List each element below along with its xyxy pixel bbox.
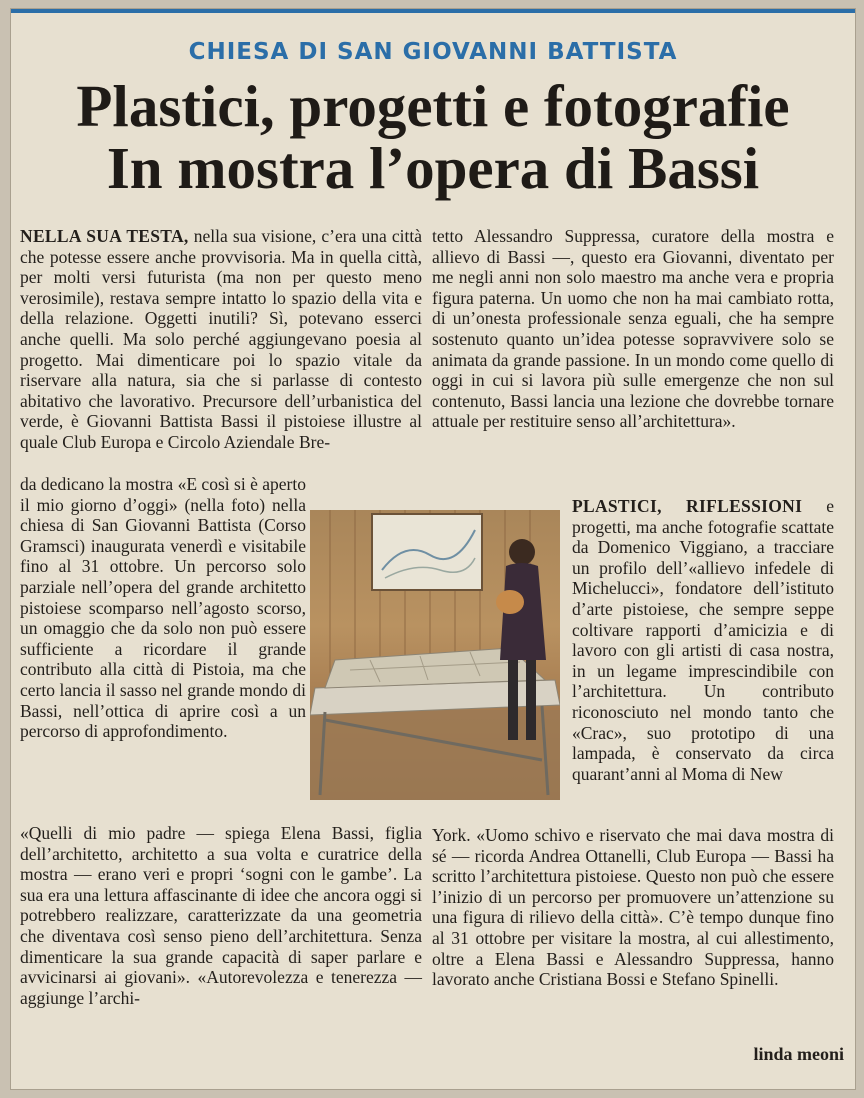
body-text: e progetti, ma anche fotografie scattate da Domenico Viggiano, a tracciare un profilo dell’«allievo infedele di Michelucci», fondatore dell’istituto d’arte pistoiese, che sempre seppe coltivare rapporti d’amicizia e di lavoro con gli artisti di casa nostra, in un legame imprescindibile con l’architettura. Un contributo riconosciuto nel mondo tanto che «Crac», suo prototipo di una lampada, è conservato da circa quarant’anni al Moma di New: [572, 496, 834, 784]
headline-line-1: Plastici, progetti e fotografie: [76, 73, 790, 139]
column-1-top: [20, 226, 422, 453]
author-signature: linda meoni: [753, 1044, 844, 1064]
exhibition-photo: [310, 510, 560, 800]
paragraph: «Quelli di mio padre — spiega Elena Bassi, figlia dell’architetto, architetto a sua volta e curatrice della mostra — erano veri e propri ‘sogni con le gambe’. La sua era una lettura affascinante di idee che ancora oggi si potrebbero realizzare, caratterizzate da una geometria che diventava così senso pieno dell’architettura. Senza dimenticare la sua grande capacità di saper parlare e avvicinarsi ai giovani». «Autorevolezza e tenerezza — aggiunge l’archi-: [20, 823, 422, 1008]
column-2-wrap: [572, 496, 834, 784]
column-2-bottom: [432, 825, 834, 990]
framed-drawing: [372, 514, 482, 590]
article-kicker: CHIESA DI SAN GIOVANNI BATTISTA: [188, 39, 678, 65]
visitor-figure: [509, 539, 535, 565]
photo-illustration: [310, 510, 560, 800]
paragraph: da dedicano la mostra «E così si è aperto il mio giorno d’oggi» (nella foto) nella chiesa di San Giovanni Battista (Corso Gramsci) inaugurata venerdì e visitabile fino al 31 ottobre. Un percorso solo parziale nell’opera del grande architetto pistoiese scomparso nell’agosto scorso, un omaggio che da solo non può essere sufficiente a ricordare il grande contributo alla città di Pistoia, ma che certo lancia il sasso nel grande mondo di Bassi, nell’ottica di aprire così a un percorso di approfondimento.: [20, 474, 306, 742]
top-rule: [11, 9, 855, 13]
column-1-bottom: [20, 823, 422, 1008]
paragraph: [572, 496, 834, 784]
body-text: nella sua visione, c’era una città che potesse essere anche provvisoria. Ma in quella città, per molti versi futurista (ma non per questo meno verosimile), restava sempre intatto lo spazio della vita e della relazione. Oggetti inutili? Sì, potevano esserci anche quelli. Ma solo perché aggiungevano poesia al progetto. Mai dimenticare poi lo spazio vitale da riservare alla natura, sia che si parlasse di contesto abitativo che lavorativo. Precursore dell’urbanistica del verde, è Giovanni Battista Bassi il pistoiese illustre al quale Club Europa e Circolo Aziendale Bre-: [20, 226, 422, 452]
lead-in: NELLA SUA TESTA,: [20, 226, 189, 246]
paragraph: tetto Alessandro Suppressa, curatore della mostra e allievo di Bassi —, questo era Giovanni, diventato per me negli anni non solo maestro ma anche vera e propria figura paterna. Un uomo che non ha mai cambiato rotta, di un’onesta professionale senza eguali, che ha sempre sostenuto quanto un’idea potesse sopravvivere solo se animata da grande passione. In un mondo come quello di oggi in cui si lavora più sulle emergenze che non sul contenuto, Bassi lancia una lezione che dovrebbe tornare attuale per restituire senso all’architettura».: [432, 226, 834, 432]
paragraph: [20, 226, 422, 453]
column-1-wrap: [20, 474, 306, 742]
paragraph: York. «Uomo schivo e riservato che mai dava mostra di sé — ricorda Andrea Ottanelli, Club Europa — Bassi ha scritto l’architettura pistoiese. Questo non può che essere l’inizio di un percorso per promuovere un’attenzione su una figura di rilievo della città». C’è tempo dunque fino al 31 ottobre per visitare la mostra, al cui allestimento, oltre a Elena Bassi e Alessandro Suppressa, hanno lavorato anche Cristiana Bossi e Stefano Spinelli.: [432, 825, 834, 990]
column-2-top: [432, 226, 834, 432]
lead-in: PLASTICI, RIFLESSIONI: [572, 496, 803, 516]
headline-line-2: In mostra l’opera di Bassi: [106, 135, 760, 201]
article-headline: [11, 75, 855, 199]
